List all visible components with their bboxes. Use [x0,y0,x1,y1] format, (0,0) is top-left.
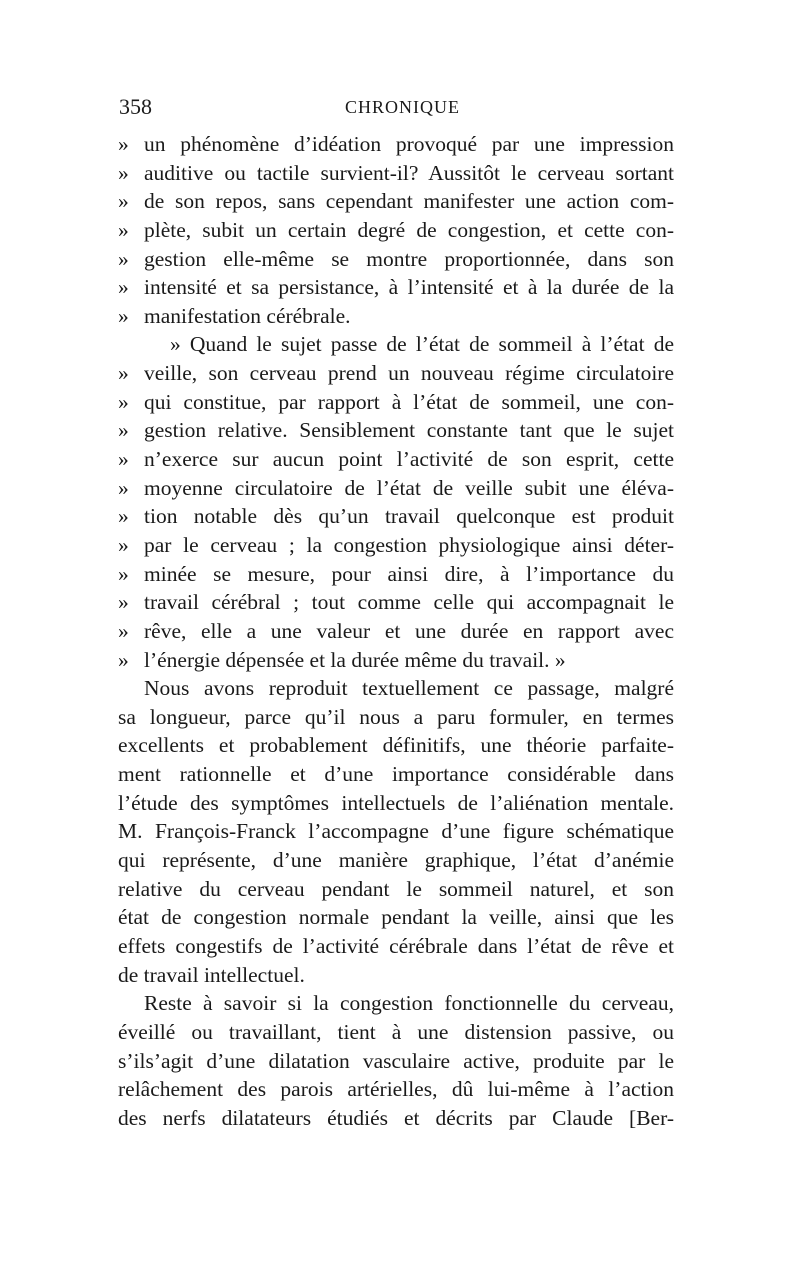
line-text: qui représente, d’une manière graphique, l’état d’anémie [118,848,674,873]
text-line [118,531,674,560]
text-line [118,875,674,904]
quote-mark: » [118,389,129,414]
text-line [118,273,674,302]
text-line [118,731,674,760]
line-text: travail cérébral ; tout comme celle qui accompagnait le [144,590,674,615]
line-text: manifestation cérébrale. [144,303,351,328]
quote-mark: » [118,647,129,672]
line-text: rêve, elle a une valeur et une durée en rapport avec [144,618,674,643]
line-text: s’ils’agit d’une dilatation vasculaire active, produite par le [118,1048,674,1073]
line-text: de son repos, sans cependant manifester une action com- [144,189,674,214]
quote-mark: » [118,618,129,643]
line-text: effets congestifs de l’activité cérébrale dans l’état de rêve et [118,933,674,958]
line-text: minée se mesure, pour ainsi dire, à l’importance du [144,561,674,586]
text-line [118,388,674,417]
quote-mark: » [118,361,129,386]
text-line [118,474,674,503]
quote-mark: » [118,160,129,185]
line-text: Reste à savoir si la congestion fonctionnelle du cerveau, [144,991,674,1016]
text-line [118,760,674,789]
line-text: des nerfs dilatateurs étudiés et décrits par Claude [Ber- [118,1105,674,1130]
quote-mark: » [118,303,129,328]
line-text: l’étude des symptômes intellectuels de l’aliénation mentale. [118,790,674,815]
line-text: sa longueur, parce qu’il nous a paru formuler, en termes [118,704,674,729]
text-line [118,330,674,359]
line-text: gestion relative. Sensiblement constante tant que le sujet [144,418,674,443]
text-line [118,617,674,646]
text-line [118,1075,674,1104]
line-text: l’énergie dépensée et la durée même du travail. » [144,647,566,672]
line-text: M. François-Franck l’accompagne d’une figure schématique [118,819,674,844]
line-text: état de congestion normale pendant la veille, ainsi que les [118,905,674,930]
text-line [118,846,674,875]
line-text: éveillé ou travaillant, tient à une distension passive, ou [118,1019,674,1044]
text-line [118,817,674,846]
line-text: moyenne circulatoire de l’état de veille subit une éléva- [144,475,674,500]
line-text: un phénomène d’idéation provoqué par une impression [144,132,674,156]
text-line [118,1047,674,1076]
text-line [118,502,674,531]
text-line [118,560,674,589]
quote-mark [118,330,144,359]
quote-mark: » [118,475,129,500]
text-line [118,932,674,961]
text-line [118,159,674,188]
quote-mark: » [118,189,129,214]
quote-mark: » [118,418,129,443]
quote-mark: » [118,561,129,586]
line-text: n’exerce sur aucun point l’activité de son esprit, cette [144,447,674,472]
text-line [118,1104,674,1133]
text-line [118,588,674,617]
quote-mark: » [118,504,129,529]
quote-mark: » [118,275,129,300]
text-line [118,216,674,245]
line-text: Nous avons reproduit textuellement ce passage, malgré [144,676,674,701]
line-text: par le cerveau ; la congestion physiologique ainsi déter- [144,532,674,557]
text-line [118,989,674,1018]
quote-mark: » [118,590,129,615]
text-line [118,703,674,732]
line-text: relative du cerveau pendant le sommeil naturel, et son [118,876,674,901]
page-number: 358 [119,94,152,119]
line-text: qui constitue, par rapport à l’état de sommeil, une con- [144,389,674,414]
text-line [118,903,674,932]
quote-mark: » [118,132,129,156]
text-line [118,961,674,990]
line-text: veille, son cerveau prend un nouveau régime circulatoire [144,361,674,386]
text-line [118,359,674,388]
line-text: excellents et probablement définitifs, une théorie parfaite- [118,733,674,758]
text-line [118,130,674,159]
line-text: plète, subit un certain degré de congestion, et cette con- [144,217,674,242]
text-line [118,245,674,274]
page-header [0,94,800,124]
text-line [118,1018,674,1047]
quote-mark: » [118,217,129,242]
line-text: » Quand le sujet passe de l’état de sommeil à l’état de [170,332,674,357]
line-text: ment rationnelle et d’une importance considérable dans [118,762,674,787]
body-text [118,130,674,1132]
quote-mark: » [118,532,129,557]
text-line [118,416,674,445]
line-text: auditive ou tactile survient-il? Aussitôt le cerveau sortant [144,160,674,185]
line-text: relâchement des parois artérielles, dû lui-même à l’action [118,1077,674,1102]
text-line [118,789,674,818]
text-line [118,302,674,331]
text-line [118,187,674,216]
line-text: gestion elle-même se montre proportionnée, dans son [144,246,674,271]
line-text: intensité et sa persistance, à l’intensité et à la durée de la [144,275,674,300]
running-head: CHRONIQUE [345,97,460,117]
text-line [118,674,674,703]
line-text: tion notable dès qu’un travail quelconque est produit [144,504,674,529]
text-line [118,445,674,474]
quote-mark: » [118,246,129,271]
text-line [118,646,674,675]
line-text: de travail intellectuel. [118,962,305,987]
quote-mark: » [118,447,129,472]
